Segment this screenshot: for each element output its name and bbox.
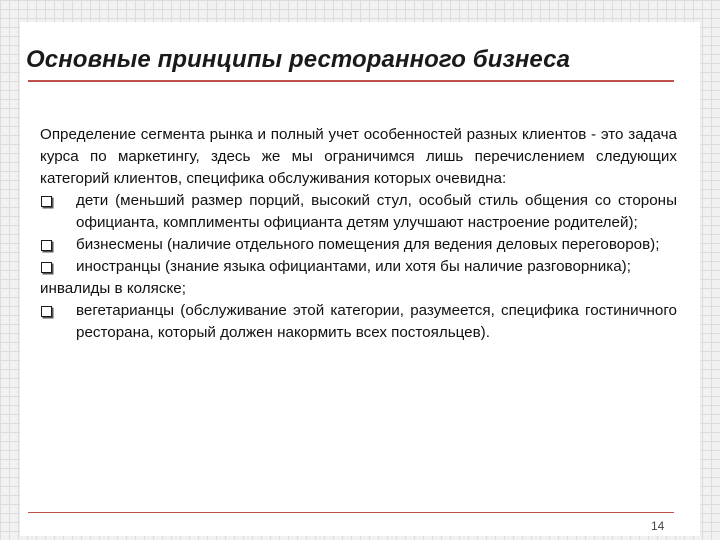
slide-body: [40, 124, 677, 344]
intro-paragraph: Определение сегмента рынка и полный учет особенностей разных клиентов - это задача курса по маркетингу, здесь же мы ограничимся лишь перечислением следующих категорий клиентов, специфика обслуживания которых очевидна:: [40, 126, 677, 187]
checkbox-bullet-icon: [41, 262, 52, 273]
plain-line: инвалиды в коляске;: [40, 280, 186, 297]
list-item-text: бизнесмены (наличие отдельного помещения для ведения деловых переговоров);: [76, 236, 660, 253]
page-number: 14: [651, 519, 665, 533]
slide-title: Основные принципы ресторанного бизнеса: [26, 46, 571, 73]
list-item: [40, 256, 677, 278]
list-item-text: вегетарианцы (обслуживание этой категории, разумеется, специфика гостиничного ресторана, который должен накормить всех постояльцев).: [76, 302, 677, 341]
list-item: [40, 190, 677, 234]
footer-rule: [28, 512, 674, 513]
list-item-text: дети (меньший размер порций, высокий стул, особый стиль общения со стороны официанта, комплименты официанта детям улучшают настроение родителей);: [76, 192, 677, 231]
list-item: [40, 234, 677, 256]
checkbox-bullet-icon: [41, 306, 52, 317]
list-item-text: иностранцы (знание языка официантами, или хотя бы наличие разговорника);: [76, 258, 631, 275]
checkbox-bullet-icon: [41, 240, 52, 251]
title-underline: [28, 80, 674, 82]
checkbox-bullet-icon: [41, 196, 52, 207]
list-item: [40, 300, 677, 344]
